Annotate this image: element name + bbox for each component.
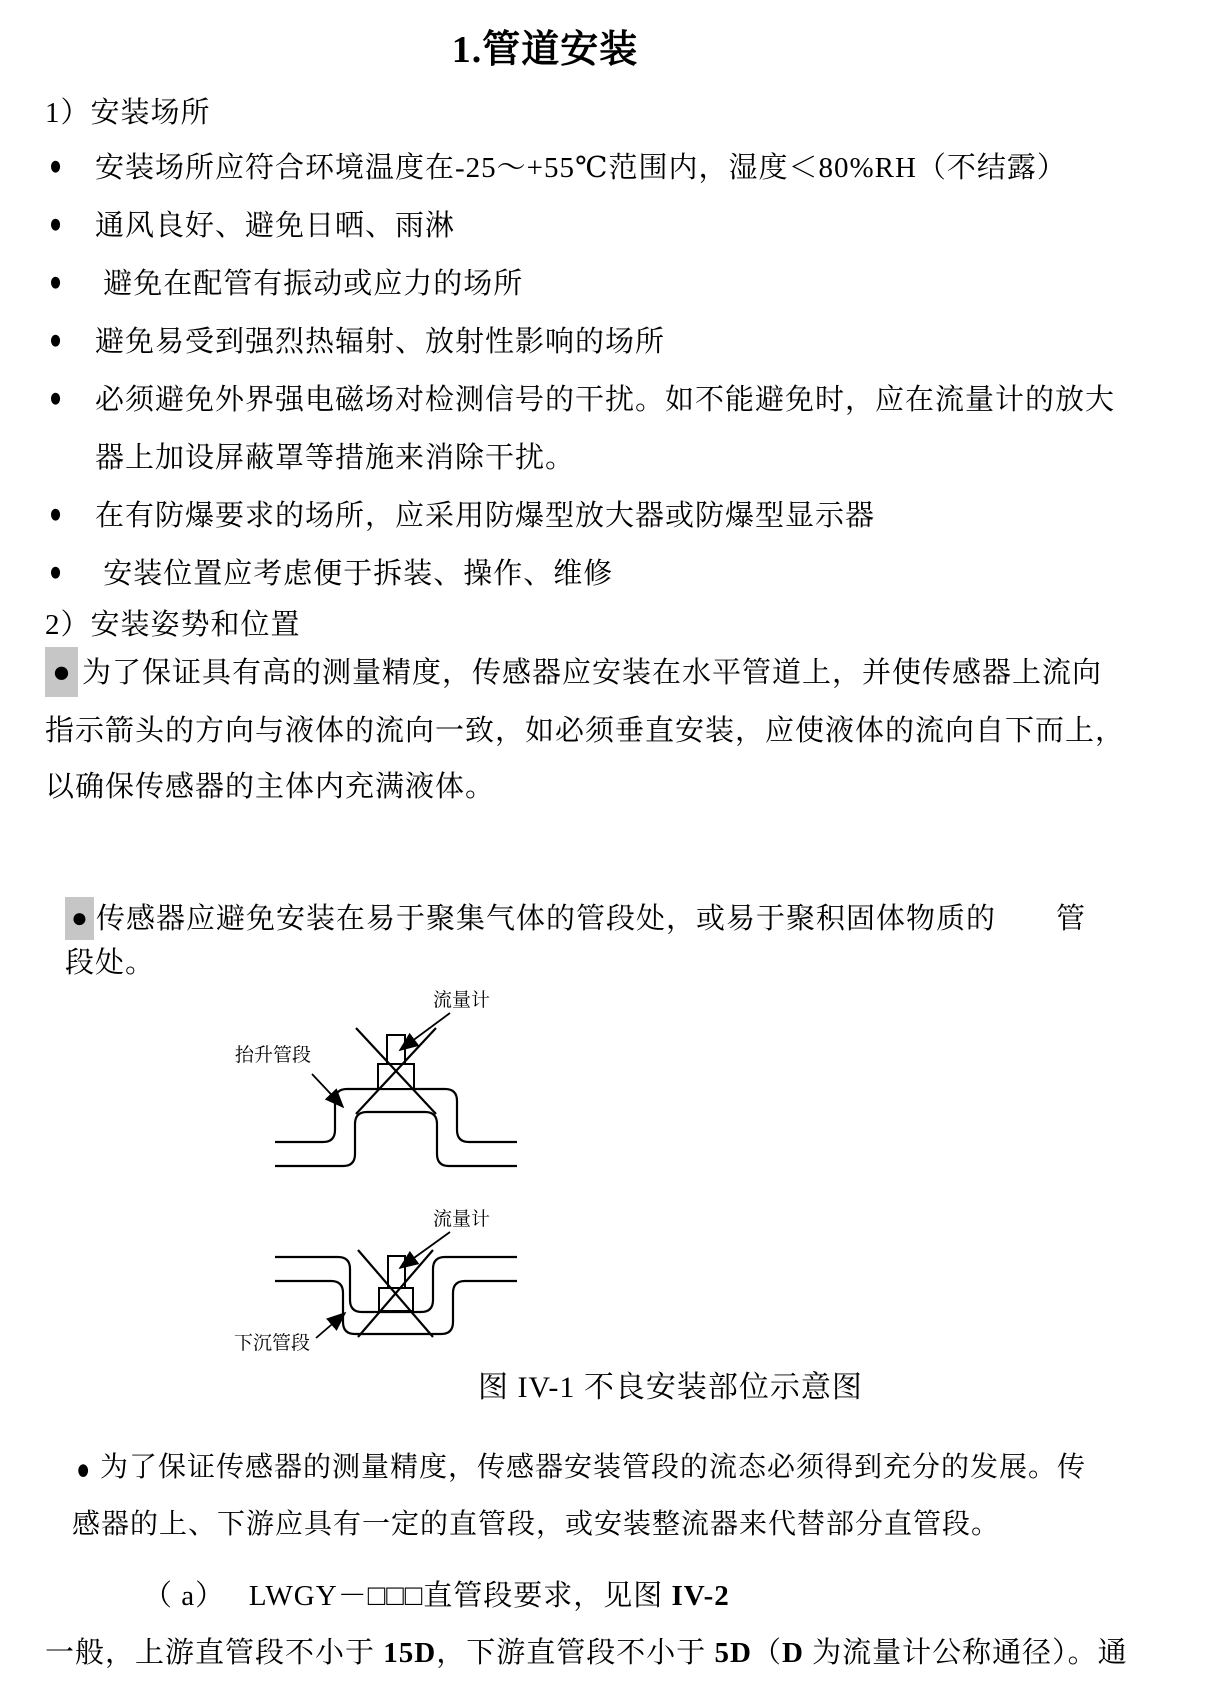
value-d: D (781, 1637, 804, 1669)
general-requirement-line (45, 1635, 1128, 1671)
section2-heading: 2）安装姿势和位置 (45, 609, 301, 641)
leader-arrow-flowmeter (400, 1232, 450, 1268)
bullet-icon: ● (49, 383, 62, 414)
value-15d: 15D (383, 1637, 437, 1669)
leader-arrow-sink (316, 1313, 345, 1338)
value-5d: 5D (714, 1637, 752, 1669)
flowmeter-head (387, 1035, 405, 1064)
section1-heading: 1）安装场所 (45, 97, 211, 129)
bullet-icon: ● (49, 267, 62, 298)
bullet-icon: ● (49, 557, 62, 588)
flowmeter-head (388, 1256, 405, 1288)
item-a-line (143, 1578, 730, 1614)
text-segment: ，下游直管段不小于 (436, 1637, 715, 1669)
pipe-lower-wall (275, 1112, 517, 1166)
bullet-icon: ● (49, 325, 62, 356)
list-item: 通风良好、避免日晒、雨淋 (95, 210, 456, 242)
leader-arrow-flowmeter (400, 1013, 450, 1050)
paragraph-a-line1: 为了保证具有高的测量精度，传感器应安装在水平管道上，并使传感器上流向 (82, 657, 1103, 689)
list-item: 安装场所应符合环境温度在-25～+55℃范围内，湿度＜80%RH（不结露） (95, 152, 1067, 184)
bullet-icon: ● (76, 1452, 91, 1486)
figure-caption: 图 IV-1 不良安装部位示意图 (478, 1371, 863, 1404)
paragraph-b-line1: 传感器应避免安装在易于聚集气体的管段处，或易于聚积固体物质的 管 (96, 903, 1087, 935)
list-item: 必须避免外界强电磁场对检测信号的干扰。如不能避免时，应在流量计的放大 (95, 384, 1116, 416)
paragraph-c-line2: 感器的上、下游应具有一定的直管段，或安装整流器来代替部分直管段。 (72, 1509, 1001, 1540)
highlighted-bullet-icon: ● (45, 647, 78, 697)
bullet-icon: ● (49, 151, 62, 182)
flowmeter-label: 流量计 (433, 990, 491, 1011)
sunken-section-label: 下沉管段 (234, 1333, 311, 1354)
page-title: 1.管道安装 (451, 29, 639, 71)
item-a-text: （ a） LWGY－□□□直管段要求，见图 (143, 1580, 672, 1612)
text-segment: 为流量计公称通径）。通 (803, 1637, 1128, 1669)
paragraph-b-line2: 段处。 (65, 947, 156, 979)
list-item: 避免在配管有振动或应力的场所 (95, 268, 524, 300)
list-item: 避免易受到强烈热辐射、放射性影响的场所 (95, 326, 666, 358)
riser-section-label: 抬升管段 (235, 1045, 312, 1066)
paragraph-a-line2: 指示箭头的方向与液体的流向一致，如必须垂直安装，应使液体的流向自下而上， (45, 715, 1126, 747)
text-segment: （ (751, 1637, 782, 1669)
paragraph-c-line1: 为了保证传感器的测量精度，传感器安装管段的流态必须得到充分的发展。传 (100, 1452, 1087, 1483)
bullet-icon: ● (49, 209, 62, 240)
figure-reference: IV-2 (671, 1580, 730, 1612)
highlighted-bullet-icon: ● (65, 897, 94, 940)
text-segment: 一般，上游直管段不小于 (45, 1637, 384, 1669)
list-item-continuation: 器上加设屏蔽罩等措施来消除干扰。 (95, 442, 576, 474)
list-item: 在有防爆要求的场所，应采用防爆型放大器或防爆型显示器 (95, 500, 876, 532)
pipe-upper-wall (275, 1089, 517, 1142)
paragraph-a-line3: 以确保传感器的主体内充满液体。 (45, 771, 496, 803)
flowmeter-label: 流量计 (433, 1209, 491, 1230)
bullet-icon: ● (49, 499, 62, 530)
list-item: 安装位置应考虑便于拆装、操作、维修 (95, 558, 614, 590)
diagram-raised-pipe (240, 985, 530, 1175)
